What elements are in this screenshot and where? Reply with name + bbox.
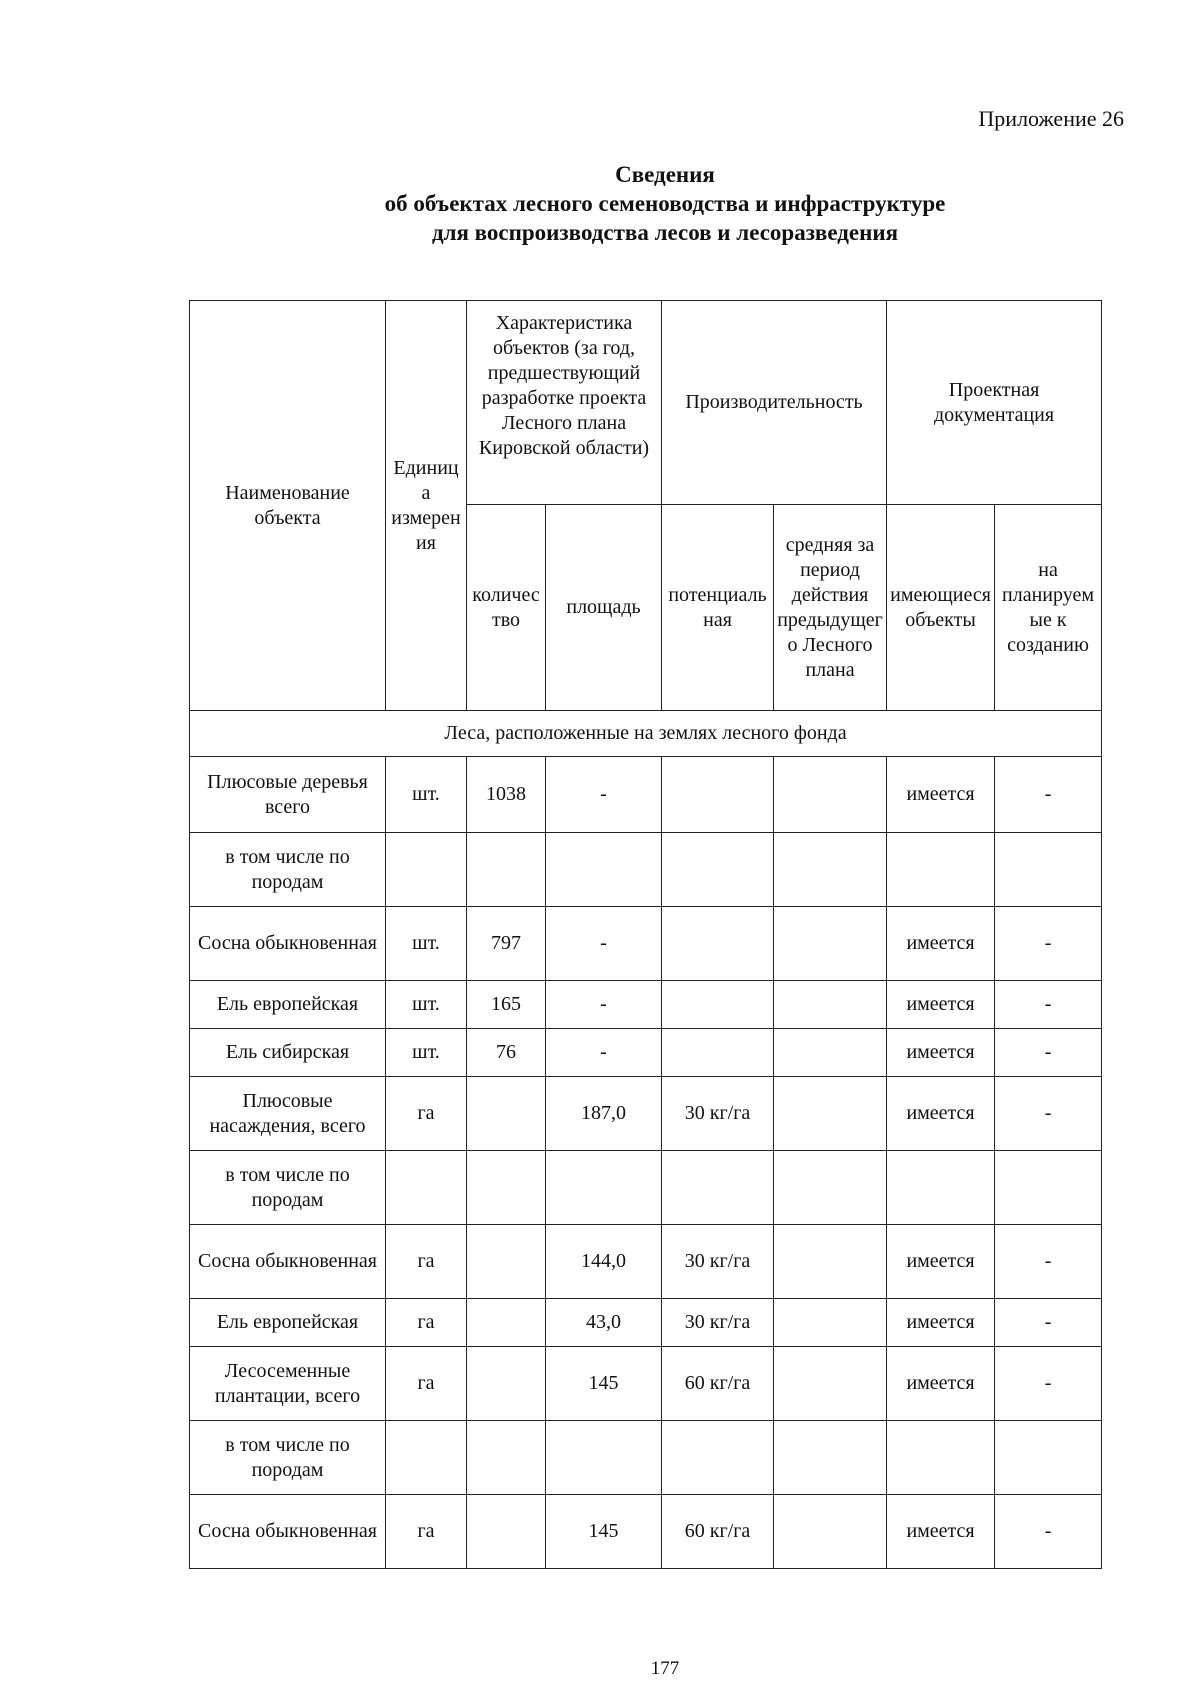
cell-potential <box>662 833 774 907</box>
header-area: площадь <box>546 505 662 711</box>
cell-name: Плюсовые деревья всего <box>190 757 386 833</box>
table-row <box>190 757 1102 833</box>
page-number: 177 <box>650 1658 680 1679</box>
header-average: средняя за период действия предыдущего Лесного плана <box>774 505 887 711</box>
cell-planned: - <box>995 981 1102 1029</box>
header-name: Наименование объекта <box>190 301 386 711</box>
cell-existing: имеется <box>887 1299 995 1347</box>
cell-potential <box>662 1151 774 1225</box>
cell-unit <box>386 1421 467 1495</box>
table-row <box>190 1495 1102 1569</box>
table-row <box>190 1347 1102 1421</box>
header-potential: потенциальная <box>662 505 774 711</box>
cell-area: 43,0 <box>546 1299 662 1347</box>
cell-count <box>467 1077 546 1151</box>
cell-unit: шт. <box>386 907 467 981</box>
header-planned: на планируемые к созданию <box>995 505 1102 711</box>
cell-average <box>774 1151 887 1225</box>
cell-count: 165 <box>467 981 546 1029</box>
cell-potential: 30 кг/га <box>662 1299 774 1347</box>
cell-average <box>774 1029 887 1077</box>
cell-name: в том числе по породам <box>190 833 386 907</box>
cell-existing <box>887 833 995 907</box>
cell-name: Сосна обыкновенная <box>190 1495 386 1569</box>
cell-name: Плюсовые насаждения, всего <box>190 1077 386 1151</box>
header-count: количество <box>467 505 546 711</box>
table-row <box>190 907 1102 981</box>
table-row <box>190 1151 1102 1225</box>
cell-potential <box>662 757 774 833</box>
table-row <box>190 1299 1102 1347</box>
header-documentation: Проектная документация <box>887 301 1102 505</box>
seed-objects-table <box>189 300 1102 1569</box>
header-characteristics: Характеристика объектов (за год, предшествующий разработке проекта Лесного плана Кировской области) <box>467 301 662 505</box>
cell-count <box>467 1151 546 1225</box>
cell-average <box>774 1299 887 1347</box>
cell-area <box>546 1151 662 1225</box>
cell-area: - <box>546 1029 662 1077</box>
cell-count <box>467 1421 546 1495</box>
cell-count <box>467 1495 546 1569</box>
cell-area: - <box>546 757 662 833</box>
cell-name: Сосна обыкновенная <box>190 1225 386 1299</box>
title-line-1: Сведения <box>615 162 715 187</box>
cell-existing: имеется <box>887 757 995 833</box>
section-header: Леса, расположенные на землях лесного фонда <box>190 711 1102 757</box>
header-unit: Единица измерения <box>386 301 467 711</box>
cell-potential: 60 кг/га <box>662 1495 774 1569</box>
cell-count: 797 <box>467 907 546 981</box>
cell-name: Ель европейская <box>190 981 386 1029</box>
cell-average <box>774 1225 887 1299</box>
cell-planned: - <box>995 907 1102 981</box>
header-existing: имеющиеся объекты <box>887 505 995 711</box>
cell-potential <box>662 1029 774 1077</box>
cell-potential: 30 кг/га <box>662 1225 774 1299</box>
cell-average <box>774 1495 887 1569</box>
cell-count: 76 <box>467 1029 546 1077</box>
cell-planned <box>995 1421 1102 1495</box>
cell-potential: 60 кг/га <box>662 1347 774 1421</box>
cell-unit: шт. <box>386 981 467 1029</box>
cell-area: - <box>546 981 662 1029</box>
cell-existing: имеется <box>887 907 995 981</box>
cell-existing: имеется <box>887 981 995 1029</box>
cell-average <box>774 1077 887 1151</box>
header-productivity: Производительность <box>662 301 887 505</box>
cell-count <box>467 1225 546 1299</box>
cell-unit <box>386 833 467 907</box>
cell-name: Ель европейская <box>190 1299 386 1347</box>
cell-planned: - <box>995 1029 1102 1077</box>
cell-average <box>774 757 887 833</box>
cell-planned: - <box>995 1347 1102 1421</box>
cell-planned: - <box>995 1077 1102 1151</box>
cell-area: 145 <box>546 1495 662 1569</box>
title-line-3: для воспроизводства лесов и лесоразведения <box>431 220 899 245</box>
cell-existing: имеется <box>887 1225 995 1299</box>
cell-area <box>546 1421 662 1495</box>
cell-count <box>467 1347 546 1421</box>
cell-average <box>774 907 887 981</box>
cell-count <box>467 1299 546 1347</box>
cell-potential <box>662 907 774 981</box>
cell-potential <box>662 1421 774 1495</box>
cell-unit: га <box>386 1495 467 1569</box>
cell-existing <box>887 1421 995 1495</box>
table-row <box>190 1225 1102 1299</box>
cell-average <box>774 1421 887 1495</box>
cell-unit: га <box>386 1299 467 1347</box>
cell-average <box>774 833 887 907</box>
table-row <box>190 833 1102 907</box>
document-title <box>0 160 1200 247</box>
cell-average <box>774 1347 887 1421</box>
cell-count <box>467 833 546 907</box>
cell-existing: имеется <box>887 1077 995 1151</box>
cell-area <box>546 833 662 907</box>
cell-existing <box>887 1151 995 1225</box>
cell-average <box>774 981 887 1029</box>
cell-planned: - <box>995 1495 1102 1569</box>
cell-unit <box>386 1151 467 1225</box>
cell-count: 1038 <box>467 757 546 833</box>
cell-existing: имеется <box>887 1495 995 1569</box>
table-row <box>190 1421 1102 1495</box>
cell-potential: 30 кг/га <box>662 1077 774 1151</box>
table-row <box>190 1029 1102 1077</box>
appendix-label: Приложение 26 <box>978 106 1124 131</box>
cell-unit: га <box>386 1347 467 1421</box>
cell-name: Лесосеменные плантации, всего <box>190 1347 386 1421</box>
cell-unit: га <box>386 1225 467 1299</box>
cell-name: Сосна обыкновенная <box>190 907 386 981</box>
cell-planned <box>995 833 1102 907</box>
cell-planned <box>995 1151 1102 1225</box>
cell-potential <box>662 981 774 1029</box>
cell-name: в том числе по породам <box>190 1421 386 1495</box>
cell-unit: га <box>386 1077 467 1151</box>
cell-planned: - <box>995 1299 1102 1347</box>
cell-area: - <box>546 907 662 981</box>
table-row <box>190 1077 1102 1151</box>
cell-area: 144,0 <box>546 1225 662 1299</box>
title-line-2: об объектах лесного семеноводства и инфраструктуре <box>384 191 946 216</box>
cell-existing: имеется <box>887 1347 995 1421</box>
cell-area: 145 <box>546 1347 662 1421</box>
cell-planned: - <box>995 1225 1102 1299</box>
cell-planned: - <box>995 757 1102 833</box>
cell-existing: имеется <box>887 1029 995 1077</box>
table-row <box>190 981 1102 1029</box>
cell-area: 187,0 <box>546 1077 662 1151</box>
cell-unit: шт. <box>386 757 467 833</box>
cell-name: Ель сибирская <box>190 1029 386 1077</box>
cell-unit: шт. <box>386 1029 467 1077</box>
cell-name: в том числе по породам <box>190 1151 386 1225</box>
